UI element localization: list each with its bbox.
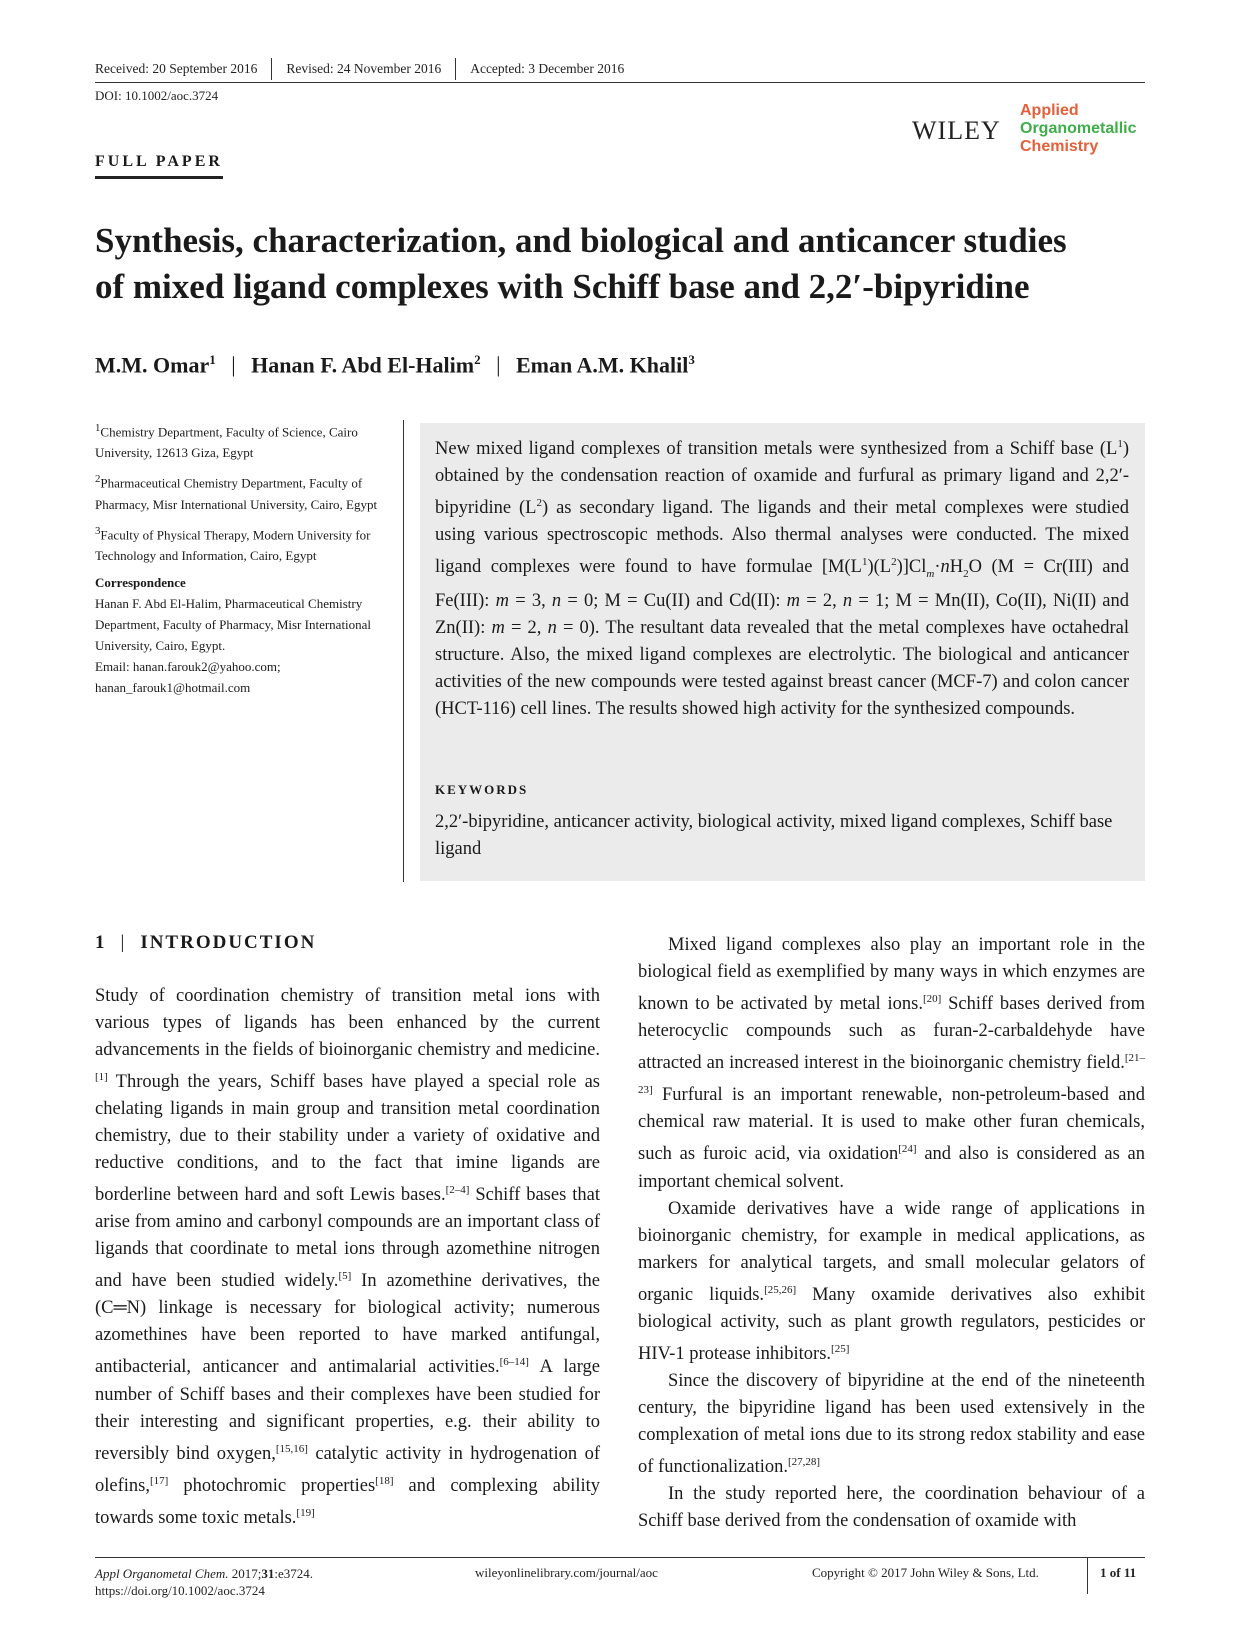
author-affil-sup: 3 [688, 352, 695, 367]
section-number: 1 [95, 932, 107, 953]
footer-divider [1087, 1558, 1088, 1594]
column-divider [403, 420, 404, 882]
affiliation [95, 521, 395, 566]
correspondence-heading: Correspondence [95, 574, 186, 590]
section-separator: | [120, 932, 127, 953]
citation-ref: [25] [831, 1342, 850, 1355]
journal-logo [1020, 102, 1136, 156]
date-divider [271, 58, 272, 80]
citation-ref: [2–4] [445, 1184, 470, 1197]
citation-ref: [21–23] [638, 1052, 1145, 1097]
abstract-box [420, 423, 1145, 881]
citation-ref: [18] [375, 1474, 394, 1487]
citation-ref: [5] [338, 1270, 352, 1283]
title-line: of mixed ligand complexes with Schiff base and 2,2′-bipyridine [95, 267, 1030, 306]
section-heading [95, 932, 316, 954]
journal-logo-line: Organometallic [1020, 120, 1137, 137]
keywords: 2,2′-bipyridine, anticancer activity, biological activity, mixed ligand complexes, Schiff base ligand [435, 812, 1113, 859]
journal-logo-line: Applied [1020, 102, 1079, 119]
date-divider [455, 58, 456, 80]
publisher-logo [912, 102, 1147, 154]
revised-date: Revised: 24 November 2016 [286, 61, 442, 76]
citation-ref: [15,16] [275, 1442, 308, 1455]
paper-title [95, 218, 1155, 310]
doi-link[interactable]: https://doi.org/10.1002/aoc.3724 [95, 1583, 265, 1598]
author-name: Hanan F. Abd El-Halim [251, 352, 475, 378]
author-affil-sup: 1 [209, 352, 216, 367]
correspondence-text: Hanan F. Abd El-Halim, Pharmaceutical Chemistry Department, Faculty of Pharmacy, Misr International University, Cairo, Egypt. Email: hanan.farouk2@yahoo.com; hanan_farouk1@hotmail.com [95, 595, 372, 695]
abstract-text: New mixed ligand complexes of transition metals were synthesized from a Schiff base $(L^1)$ obtained by the condensation reaction of oxamide and furfural as primary ligand and 2,2′-bipyridine $(L^2)$ as secondary ligand. The ligands and their metal complexes were studied using various spectroscopic methods. Also thermal analyses were conducted. The mixed ligand complexes were found to have formulae $[M(L^1)(L^2)]Cl_m\cdot nH_2O$ (M = Cr(III) and Fe(III): m = 3, n = 0; M = Cu(II) and Cd(II): m = 2, n = 1; M = Mn(II), Co(II), Ni(II) and Zn(II): m = 2, n = 0). The resultant data revealed that the metal complexes have octahedral structure. Also, the mixed ligand complexes are electrolytic. The biological and anticancer activities of the new compounds were tested against breast cancer (MCF-7) and colon cancer (HCT-116) cell lines. The results showed high activity for the synthesized compounds. [435, 438, 1130, 720]
doi: DOI: 10.1002/aoc.3724 [95, 88, 219, 103]
paragraph: In the study reported here, the coordination behaviour of a Schiff base derived from the condensation of oxamide with [638, 1484, 1145, 1532]
author-separator: | [231, 352, 236, 378]
article-dates [95, 58, 624, 80]
header-rule [95, 82, 1145, 83]
author-name: M.M. Omar [95, 352, 210, 378]
wiley-logo: WILEY [912, 116, 1001, 145]
author-affil-sup: 2 [474, 352, 481, 367]
footer-citation: Appl Organometal Chem. 2017;31:e3724. https://doi.org/10.1002/aoc.3724 [95, 1566, 313, 1598]
section-title: INTRODUCTION [140, 932, 317, 953]
citation-ref: [25,26] [764, 1283, 797, 1296]
citation-ref: [17] [149, 1474, 169, 1487]
paragraph: Oxamide derivatives have a wide range of applications in bioinorganic chemistry, for example in medical applications, as markers for analytical targets, and small molecular gelators of organic liquids.[25,26] Many oxamide derivatives also exhibit biological activity, such as plant growth regulators, pesticides or HIV-1 protease inhibitors.[25] [638, 1198, 1145, 1364]
page-number: 1 of 11 [1100, 1565, 1137, 1580]
citation-ref: [27,28] [788, 1455, 821, 1468]
paragraph: Mixed ligand complexes also play an important role in the biological field as exemplified by many ways in which enzymes are known to be activated by metal ions.[20] Schiff bases derived from heterocyclic compounds such as furan-2-carbaldehyde have attracted an increased interest in the bioinorganic chemistry field.[21–23] Furfural is an important renewable, non-petroleum-based and chemical raw material. It is used to make other furan chemicals, such as furoic acid, via oxidation[24] and also is considered as an important chemical solvent. [638, 935, 1145, 1192]
article-type: FULL PAPER [95, 153, 223, 179]
intro-left-column [95, 983, 600, 1532]
author-separator: | [496, 352, 501, 378]
citation-ref: [6–14] [499, 1356, 529, 1369]
citation-ref: [1] [95, 1071, 108, 1083]
affiliation [95, 418, 395, 463]
footer-copyright: Copyright © 2017 John Wiley & Sons, Ltd. [812, 1565, 1039, 1580]
citation-ref: [24] [898, 1143, 917, 1156]
email-line: Email: hanan.farouk2@yahoo.com; [95, 658, 281, 674]
footer-website[interactable]: wileyonlinelibrary.com/journal/aoc [475, 1565, 658, 1580]
affil-text: Faculty of Physical Therapy, Modern University for Technology and Information, Cairo, Egypt [95, 526, 371, 563]
affil-sup: 3 [95, 524, 101, 537]
affil-sup: 2 [95, 473, 101, 486]
accepted-date: Accepted: 3 December 2016 [470, 61, 625, 76]
keywords-heading: KEYWORDS [435, 782, 529, 797]
email-line: hanan_farouk1@hotmail.com [95, 679, 251, 695]
journal-abbr: Appl Organometal Chem. [95, 1566, 229, 1581]
journal-logo-line: Chemistry [1020, 138, 1099, 155]
author-list [95, 352, 695, 378]
paragraph: Since the discovery of bipyridine at the end of the nineteenth century, the bipyridine ligand has been used extensively in the complexation of metal ions due to its strong redox stability and ease of functionalization.[27,28] [638, 1370, 1145, 1478]
intro-right-column [638, 932, 1145, 1535]
citation-ref: [20] [922, 993, 942, 1005]
paragraph: Study of coordination chemistry of transition metal ions with various types of ligands has been enhanced by the current advancements in the fields of bioinorganic chemistry and medicine.[1] Through the years, Schiff bases have played a special role as chelating ligands in main group and transition metal coordination chemistry, due to their stability under a variety of oxidative and reductive conditions, and to the fact that imine ligands are borderline between hard and soft Lewis bases.[2–4] Schiff bases that arise from amino and carbonyl compounds are an important class of ligands that coordinate to metal ions through azomethine nitrogen and have been studied widely.[5] In azomethine derivatives, the (C═N) linkage is necessary for biological activity; numerous azomethines have been reported to have marked antifungal, antibacterial, anticancer and antimalarial activities.[6–14] A large number of Schiff bases and their complexes have been studied for their interesting and significant properties, e.g. their ability to reversibly bind oxygen,[15,16] catalytic activity in hydrogenation of olefins,[17] photochromic properties[18] and complexing ability towards some toxic metals.[19] [95, 986, 601, 1529]
affiliation [95, 469, 395, 514]
affil-text: Pharmaceutical Chemistry Department, Faculty of Pharmacy, Misr International University, Cairo, Egypt [95, 475, 378, 512]
affil-text: Chemistry Department, Faculty of Science, Cairo University, 12613 Giza, Egypt [95, 424, 358, 461]
affiliations [95, 418, 395, 698]
affil-sup: 1 [95, 422, 101, 434]
received-date: Received: 20 September 2016 [95, 61, 258, 76]
footer-rule [95, 1557, 1145, 1558]
citation-ref: [19] [296, 1506, 315, 1519]
author-name: Eman A.M. Khalil [515, 352, 689, 378]
title-line: Synthesis, characterization, and biological and anticancer studies [95, 221, 1067, 260]
